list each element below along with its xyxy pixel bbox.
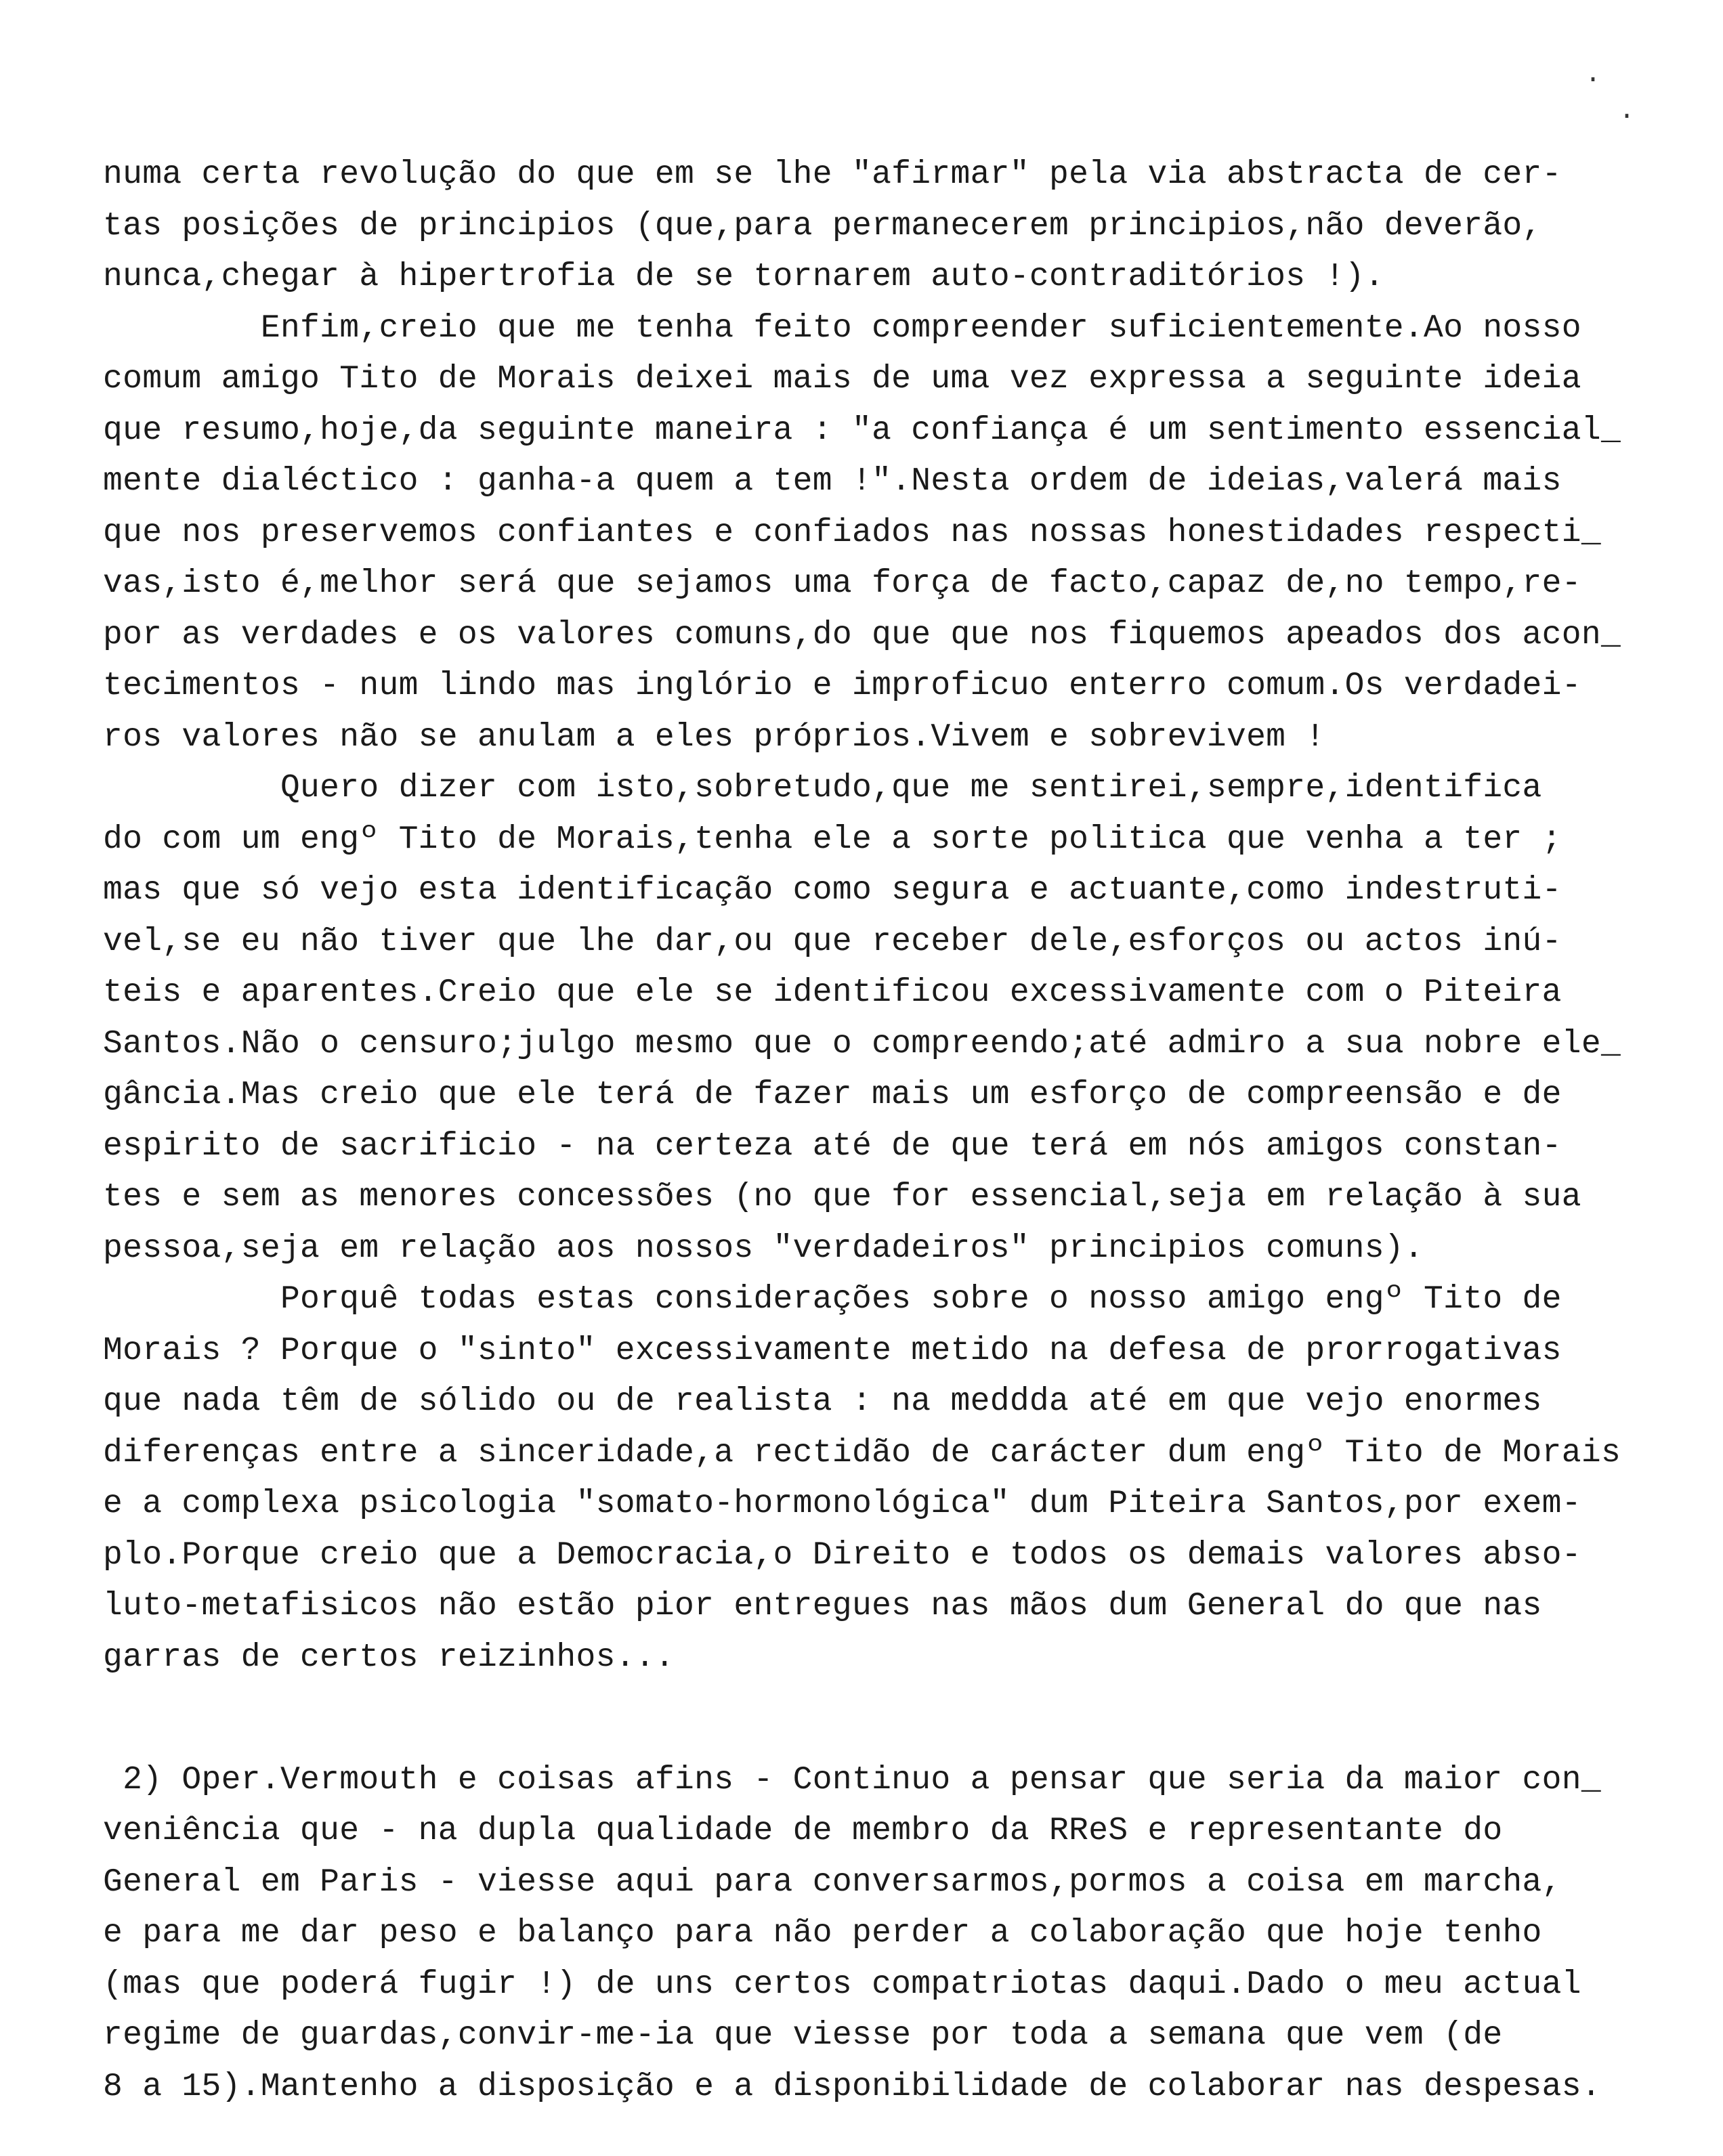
text-line: que nada têm de sólido ou de realista : na meddda até em que vejo enormes	[103, 1383, 1542, 1420]
text-line: General em Paris - viesse aqui para conversarmos,pormos a coisa em marcha,	[103, 1863, 1562, 1901]
text-line: espirito de sacrificio - na certeza até de que terá em nós amigos constan-	[103, 1127, 1562, 1165]
text-line: gância.Mas creio que ele terá de fazer mais um esforço de compreensão e de	[103, 1077, 1562, 1113]
text-line: por as verdades e os valores comuns,do que que nos fiquemos apeados dos acon_	[103, 616, 1621, 653]
text-line: ros valores não se anulam a eles próprios.Vivem e sobrevivem !	[103, 718, 1325, 756]
text-line: regime de guardas,convir-me-ia que viesse por toda a semana que vem (de	[103, 2017, 1503, 2054]
ink-speck: ·	[1585, 65, 1602, 95]
text-line: plo.Porque creio que a Democracia,o Direito e todos os demais valores abso-	[103, 1536, 1581, 1574]
text-line: 2) Oper.Vermouth e coisas afins - Continuo a pensar que seria da maior con_	[103, 1761, 1601, 1798]
text-line: Morais ? Porque o "sinto" excessivamente metido na defesa de prorrogativas	[103, 1332, 1562, 1369]
text-line: tecimentos - num lindo mas inglório e improficuo enterro comum.Os verdadei-	[103, 668, 1581, 704]
text-line: tes e sem as menores concessões (no que for essencial,seja em relação à sua	[103, 1179, 1581, 1215]
text-line: do com um engº Tito de Morais,tenha ele a sorte politica que venha a ter ;	[103, 821, 1562, 858]
text-line: garras de certos reizinhos...	[103, 1639, 675, 1676]
text-line: que resumo,hoje,da seguinte maneira : "a confiança é um sentimento essencial_	[103, 412, 1621, 449]
text-line: vel,se eu não tiver que lhe dar,ou que receber dele,esforços ou actos inú-	[103, 923, 1562, 960]
text-line: mas que só vejo esta identificação como segura e actuante,como indestruti-	[103, 872, 1562, 909]
text-line: que nos preservemos confiantes e confiados nas nossas honestidades respecti_	[103, 514, 1601, 551]
text-line: Quero dizer com isto,sobretudo,que me sentirei,sempre,identifica	[103, 770, 1542, 806]
text-line: (mas que poderá fugir !) de uns certos compatriotas daqui.Dado o meu actual	[103, 1966, 1581, 2003]
text-line: Porquê todas estas considerações sobre o nosso amigo engº Tito de	[103, 1281, 1562, 1318]
text-line: luto-metafisicos não estão pior entregues nas mãos dum General do que nas	[103, 1588, 1542, 1624]
text-line: diferenças entre a sinceridade,a rectidão de carácter dum engº Tito de Morais	[103, 1434, 1621, 1471]
text-line: Enfim,creio que me tenha feito compreender suficientemente.Ao nosso	[103, 309, 1581, 347]
text-line: Santos.Não o censuro;julgo mesmo que o compreendo;até admiro a sua nobre ele_	[103, 1025, 1621, 1062]
text-line: pessoa,seja em relação aos nossos "verdadeiros" principios comuns).	[103, 1230, 1424, 1267]
text-line: numa certa revolução do que em se lhe "afirmar" pela via abstracta de cer-	[103, 156, 1562, 193]
text-line: mente dialéctico : ganha-a quem a tem !".Nesta ordem de ideias,valerá mais	[103, 463, 1562, 500]
ink-speck: ·	[1619, 102, 1636, 132]
text-line: e a complexa psicologia "somato-hormonológica" dum Piteira Santos,por exem-	[103, 1486, 1581, 1522]
text-line: nunca,chegar à hipertrofia de se tornarem auto-contraditórios !).	[103, 259, 1384, 295]
text-line: teis e aparentes.Creio que ele se identificou excessivamente com o Piteira	[103, 974, 1562, 1011]
text-line: tas posições de principios (que,para permanecerem principios,não deverão,	[103, 207, 1542, 244]
text-line: e para me dar peso e balanço para não perder a colaboração que hoje tenho	[103, 1915, 1542, 1952]
text-line: vas,isto é,melhor será que sejamos uma força de facto,capaz de,no tempo,re-	[103, 565, 1581, 602]
text-line: comum amigo Tito de Morais deixei mais de uma vez expressa a seguinte ideia	[103, 361, 1581, 397]
text-line: 8 a 15).Mantenho a disposição e a disponibilidade de colaborar nas despesas.	[103, 2068, 1601, 2105]
text-line: veniência que - na dupla qualidade de membro da RReS e representante do	[103, 1813, 1503, 1849]
